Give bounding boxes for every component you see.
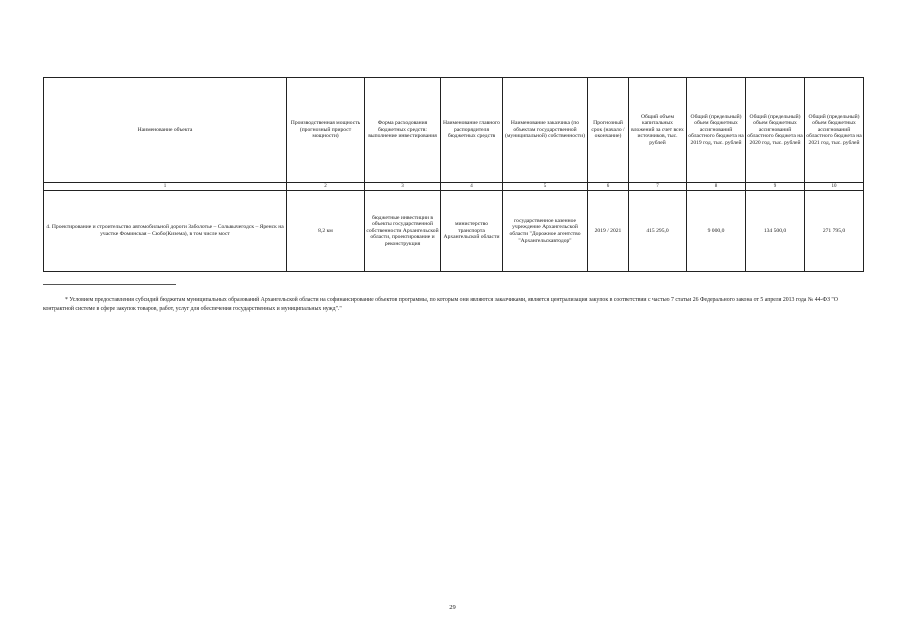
customer-cell: государственное казенное учреждение Архангельской области "Дорожное агентство "Архангельскавтодор" (503, 191, 588, 272)
header-cell: Наименование объекта (44, 78, 287, 183)
header-cell: Общий (предельный) объем бюджетных ассигнований областного бюджета на 2020 год, тыс. рублей (746, 78, 805, 183)
column-number: 8 (687, 183, 746, 191)
page-number: 29 (449, 604, 456, 611)
column-number: 1 (44, 183, 287, 191)
total-investment-cell: 415 295,0 (629, 191, 687, 272)
footnote: * Условием предоставления субсидий бюджетам муниципальных образований Архангельской области на софинансирование объектов программы, по которым они являются заказчиками, является централизация закупок в соответствии с частью 7 статьи 26 Федерального закона от 5 апреля 2013 года № 44-ФЗ "О контрактной системе в сфере закупок товаров, работ, услуг для обеспечения государственных и муниципальных нужд"." (43, 297, 838, 312)
header-cell: Общий (предельный) объем бюджетных ассигнований областного бюджета на 2019 год, тыс. рублей (687, 78, 746, 183)
column-number: 3 (365, 183, 441, 191)
table-row (44, 191, 864, 272)
header-cell: Общий объем капитальных вложений за счет всех источников, тыс. рублей (629, 78, 687, 183)
budget-2019-cell: 9 000,0 (687, 191, 746, 272)
column-number: 2 (287, 183, 365, 191)
header-cell: Наименование заказчика (по объектам государственной (муниципальной) собственности) (503, 78, 588, 183)
column-number: 5 (503, 183, 588, 191)
header-row (44, 78, 864, 183)
capital-investment-table (43, 77, 864, 272)
header-cell: Производственная мощность (прогнозный прирост мощности) (287, 78, 365, 183)
term-cell: 2019 / 2021 (588, 191, 629, 272)
expenditure-form-cell: бюджетные инвестиции в объекты государственной собственности Архангельской области, проектирование и реконструкция (365, 191, 441, 272)
column-number: 7 (629, 183, 687, 191)
budget-2021-cell: 271 795,0 (805, 191, 864, 272)
budget-2020-cell: 134 500,0 (746, 191, 805, 272)
budget-manager-cell: министерство транспорта Архангельской области (441, 191, 503, 272)
column-number: 9 (746, 183, 805, 191)
capacity-cell: 8,2 км (287, 191, 365, 272)
footnote-separator (43, 284, 176, 285)
column-number: 6 (588, 183, 629, 191)
column-number-row (44, 183, 864, 191)
column-number: 10 (805, 183, 864, 191)
header-cell: Форма расходования бюджетных средств: выполнение инвестирования (365, 78, 441, 183)
column-number: 4 (441, 183, 503, 191)
object-name-cell: 4. Проектирование и строительство автомобильной дороги Заболотье – Сольвычегодск – Яренск на участке Фоминская – Сюбо(Кизема), в том числе мост (44, 191, 287, 272)
header-cell: Общий (предельный) объем бюджетных ассигнований областного бюджета на 2021 год, тыс. рублей (805, 78, 864, 183)
header-cell: Наименование главного распорядителя бюджетных средств (441, 78, 503, 183)
header-cell: Прогнозный срок (начало / окончание) (588, 78, 629, 183)
